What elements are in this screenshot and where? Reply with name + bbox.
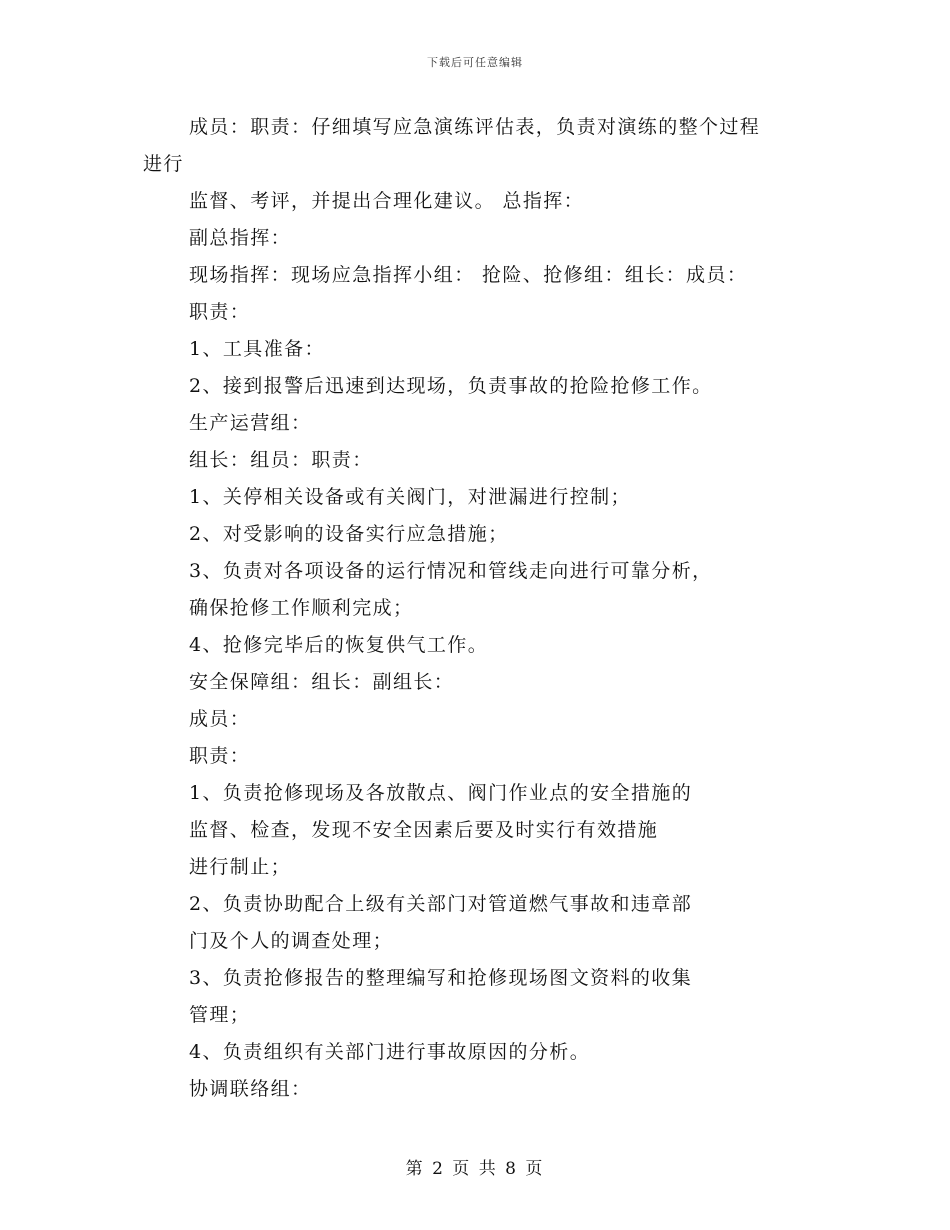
page-number-footer: 第 2 页 共 8 页 bbox=[405, 1159, 545, 1179]
body-line: 4、负责组织有关部门进行事故原因的分析。 bbox=[189, 1041, 591, 1063]
body-line: 生产运营组： bbox=[189, 412, 312, 434]
body-line: 4、抢修完毕后的恢复供气工作。 bbox=[189, 634, 489, 656]
body-line: 管理； bbox=[189, 1004, 251, 1026]
body-line: 2、对受影响的设备实行应急措施； bbox=[189, 523, 509, 545]
page-header: 下载后可任意编辑 bbox=[427, 56, 523, 69]
body-line: 现场指挥：现场应急指挥小组： 抢险、抢修组：组长：成员： bbox=[189, 264, 748, 286]
body-line: 职责： bbox=[189, 301, 251, 323]
body-line: 组长：组员：职责： bbox=[189, 449, 373, 471]
body-line: 进行制止； bbox=[189, 856, 292, 878]
body-line: 3、负责抢修报告的整理编写和抢修现场图文资料的收集 bbox=[189, 967, 693, 989]
body-line: 2、接到报警后迅速到达现场，负责事故的抢险抢修工作。 bbox=[189, 375, 713, 397]
body-line: 门及个人的调查处理； bbox=[189, 930, 394, 952]
body-line: 1、负责抢修现场及各放散点、阀门作业点的安全措施的 bbox=[189, 782, 693, 804]
body-line: 职责： bbox=[189, 745, 251, 767]
body-line: 2、负责协助配合上级有关部门对管道燃气事故和违章部 bbox=[189, 893, 693, 915]
body-line: 监督、检查，发现不安全因素后要及时实行有效措施 bbox=[189, 819, 659, 841]
body-line: 安全保障组：组长：副组长： bbox=[189, 671, 455, 693]
body-line: 确保抢修工作顺利完成； bbox=[189, 597, 414, 619]
body-line: 协调联络组： bbox=[189, 1078, 312, 1100]
body-line: 进行 bbox=[143, 153, 184, 175]
body-line: 成员：职责：仔细填写应急演练评估表，负责对演练的整个过程 bbox=[189, 116, 761, 138]
body-line: 副总指挥： bbox=[189, 227, 292, 249]
body-line: 成员： bbox=[189, 708, 251, 730]
body-line: 3、负责对各项设备的运行情况和管线走向进行可靠分析， bbox=[189, 560, 713, 582]
body-line: 1、关停相关设备或有关阀门，对泄漏进行控制； bbox=[189, 486, 631, 508]
body-line: 1、工具准备： bbox=[189, 338, 325, 360]
body-line: 监督、考评，并提出合理化建议。 总指挥： bbox=[189, 190, 585, 212]
